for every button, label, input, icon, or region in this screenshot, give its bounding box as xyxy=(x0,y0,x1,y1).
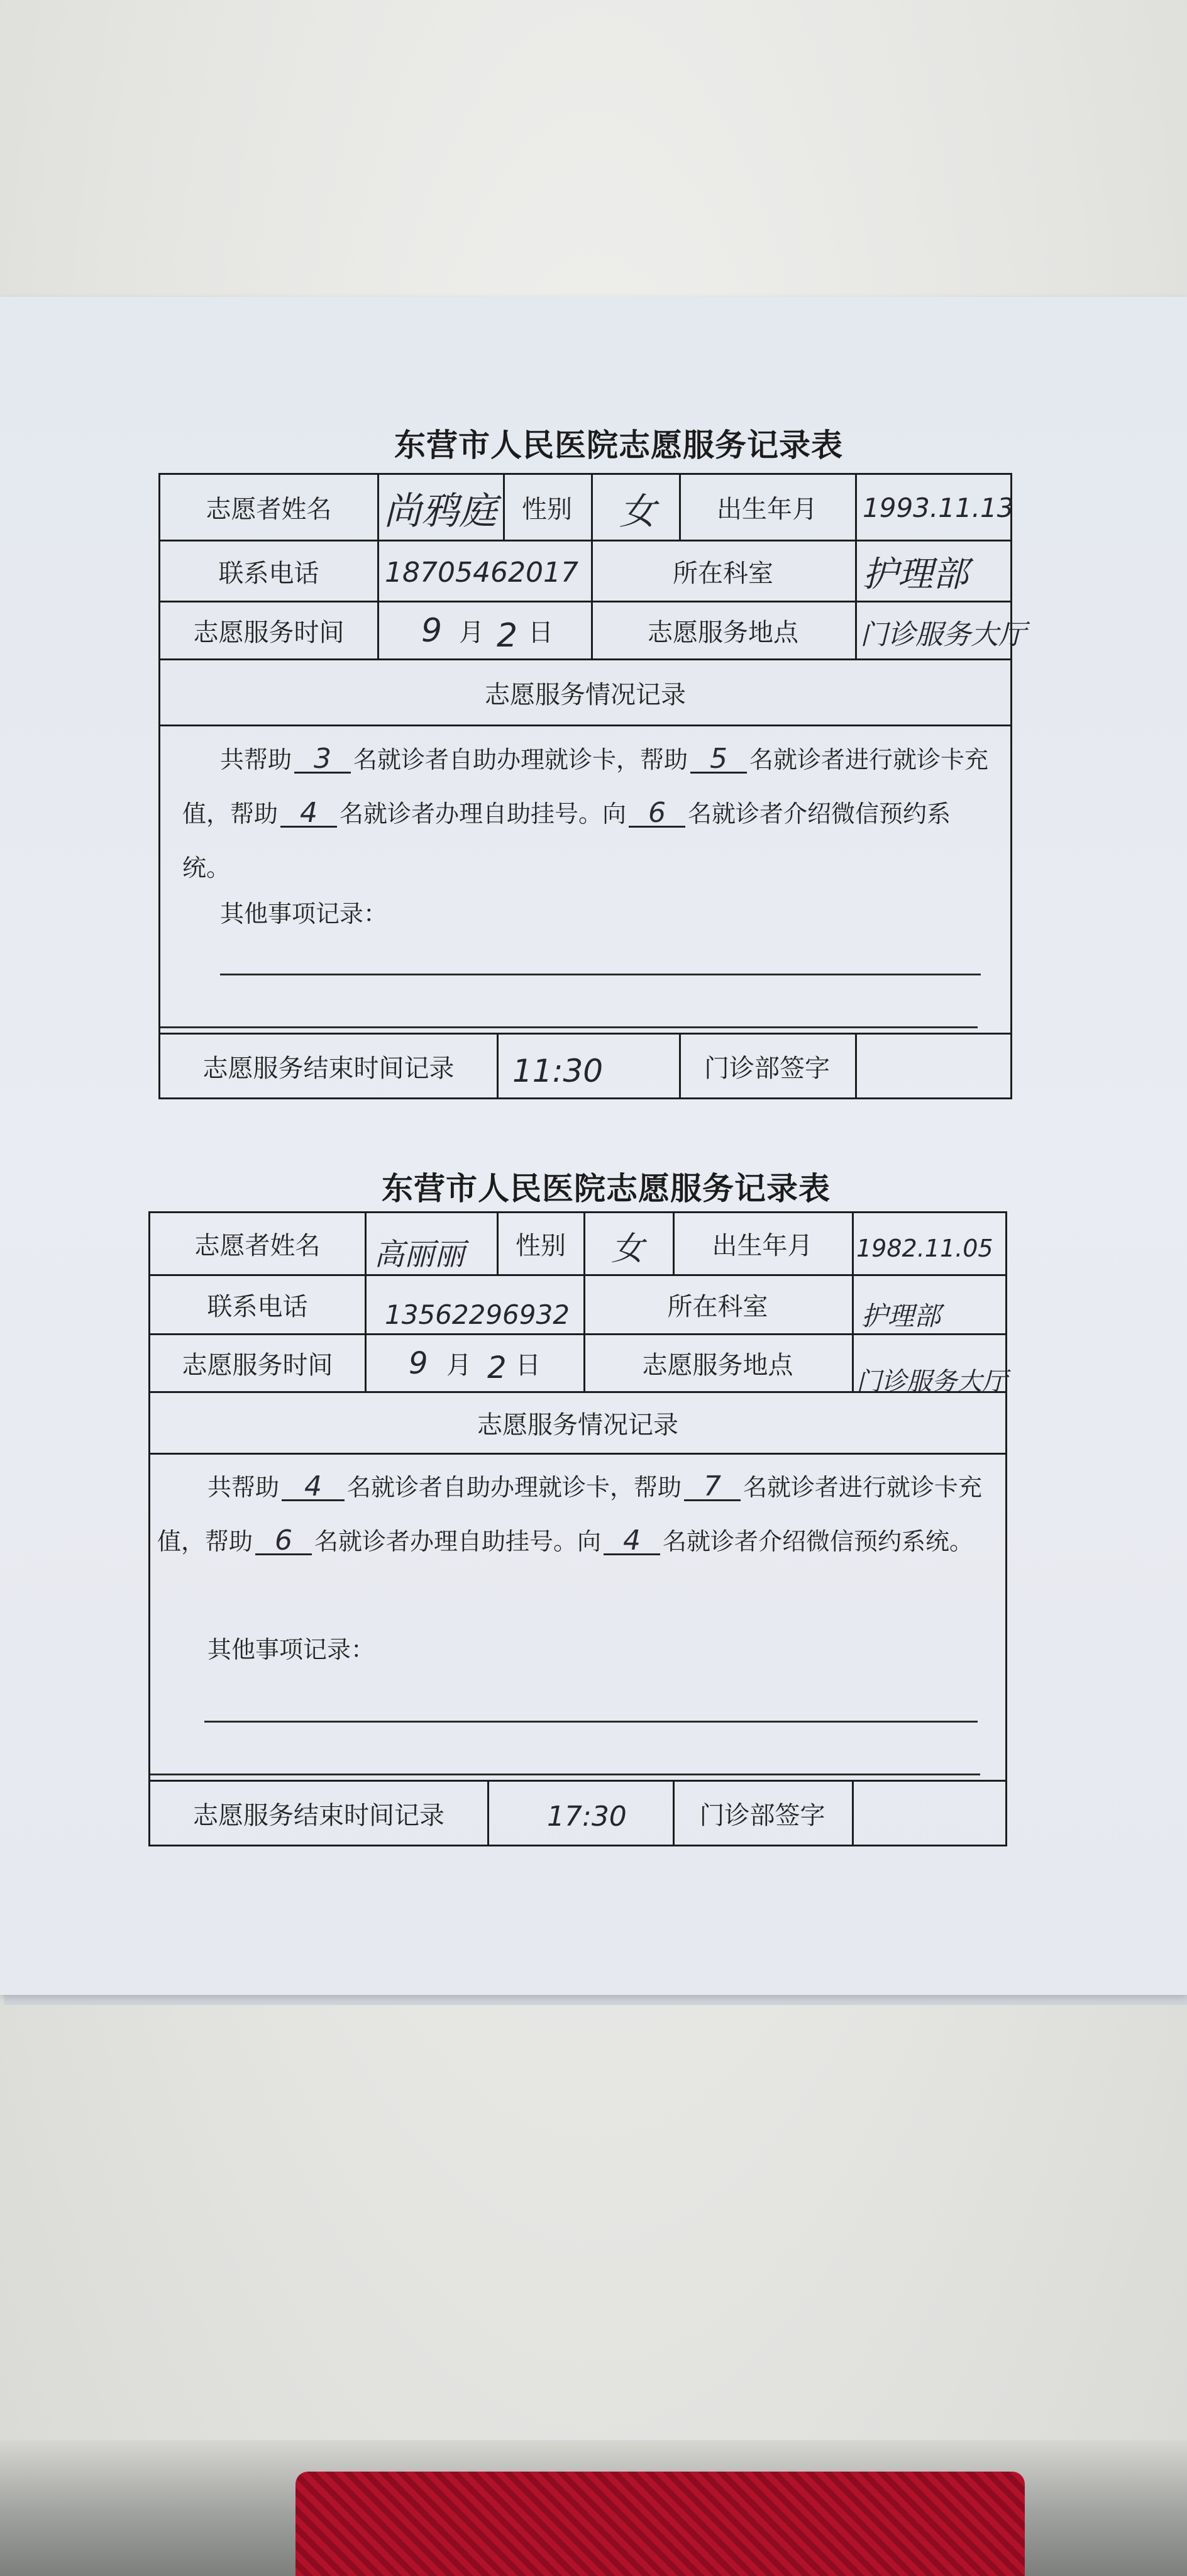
other-line-2 xyxy=(150,1774,980,1775)
record-text: 共帮助 3 名就诊者自助办理就诊卡，帮助 5 名就诊者进行就诊卡充值，帮助 4 名就诊者办理自助挂号。向 6 名就诊者介绍微信预约系统。 xyxy=(182,743,989,882)
phone-value[interactable]: 18705462017 xyxy=(385,557,578,589)
sign-label: 门诊部签字 xyxy=(699,1801,825,1830)
other-line-1 xyxy=(204,1721,978,1723)
count-recharge[interactable]: 5 xyxy=(690,747,747,774)
place-label: 志愿服务地点 xyxy=(648,618,798,647)
time-month-unit: 月 xyxy=(459,618,484,647)
time-label: 志愿服务时间 xyxy=(193,618,345,647)
gender-label: 性别 xyxy=(516,1231,566,1260)
end-time-value[interactable]: 11:30 xyxy=(512,1052,604,1089)
place-value[interactable]: 门诊服务大厅 xyxy=(860,618,1026,651)
count-register[interactable]: 6 xyxy=(255,1528,312,1555)
count-recharge[interactable]: 7 xyxy=(684,1474,741,1501)
birth-label: 出生年月 xyxy=(717,495,817,524)
sign-label: 门诊部签字 xyxy=(704,1053,830,1083)
time-month-value[interactable]: 9 xyxy=(421,611,443,650)
gender-value[interactable]: 女 xyxy=(619,489,656,533)
count-card[interactable]: 3 xyxy=(294,747,351,774)
name-value[interactable]: 高丽丽 xyxy=(374,1236,465,1272)
count-wechat[interactable]: 4 xyxy=(604,1528,660,1555)
name-label: 志愿者姓名 xyxy=(194,1231,321,1260)
time-day-value[interactable]: 2 xyxy=(487,1350,507,1385)
end-time-label: 志愿服务结束时间记录 xyxy=(202,1053,455,1083)
record-header: 志愿服务情况记录 xyxy=(477,1411,678,1440)
time-day-unit: 日 xyxy=(516,1351,541,1380)
dept-label: 所在科室 xyxy=(673,558,773,588)
birth-value[interactable]: 1993.11.13 xyxy=(863,492,1014,523)
sign-field[interactable] xyxy=(855,1782,1006,1845)
phone-label: 联系电话 xyxy=(218,558,319,588)
time-label: 志愿服务时间 xyxy=(182,1351,333,1380)
time-day-value[interactable]: 2 xyxy=(497,616,518,655)
record-header: 志愿服务情况记录 xyxy=(485,680,686,709)
dept-label: 所在科室 xyxy=(667,1292,768,1321)
count-wechat[interactable]: 6 xyxy=(629,801,685,828)
other-label: 其他事项记录： xyxy=(220,900,388,928)
time-month-value[interactable]: 9 xyxy=(409,1345,428,1381)
place-label: 志愿服务地点 xyxy=(642,1351,793,1380)
form-title: 东营市人民医院志愿服务记录表 xyxy=(382,1170,831,1207)
dept-value[interactable]: 护理部 xyxy=(863,553,968,595)
name-label: 志愿者姓名 xyxy=(206,495,332,524)
end-time-value[interactable]: 17:30 xyxy=(547,1800,627,1833)
other-label: 其他事项记录： xyxy=(207,1636,375,1663)
gender-label: 性别 xyxy=(522,495,572,524)
time-day-unit: 日 xyxy=(528,618,553,647)
birth-value[interactable]: 1982.11.05 xyxy=(856,1235,993,1262)
dept-value[interactable]: 护理部 xyxy=(861,1301,941,1331)
name-value[interactable]: 尚鸦庭 xyxy=(384,489,497,533)
time-month-unit: 月 xyxy=(446,1351,472,1380)
red-object xyxy=(295,2472,1025,2576)
end-time-label: 志愿服务结束时间记录 xyxy=(193,1801,444,1830)
count-register[interactable]: 4 xyxy=(280,801,337,828)
form-title: 东营市人民医院志愿服务记录表 xyxy=(394,426,843,464)
gender-value[interactable]: 女 xyxy=(611,1230,644,1268)
record-text: 共帮助 4 名就诊者自助办理就诊卡，帮助 7 名就诊者进行就诊卡充值，帮助 6 名就诊者办理自助挂号。向 4 名就诊者介绍微信预约系统。 xyxy=(157,1470,983,1557)
birth-label: 出生年月 xyxy=(712,1231,813,1260)
phone-value[interactable]: 13562296932 xyxy=(385,1299,570,1330)
phone-label: 联系电话 xyxy=(207,1292,308,1321)
count-card[interactable]: 4 xyxy=(282,1474,345,1501)
place-value[interactable]: 门诊服务大厅 xyxy=(856,1367,1007,1396)
